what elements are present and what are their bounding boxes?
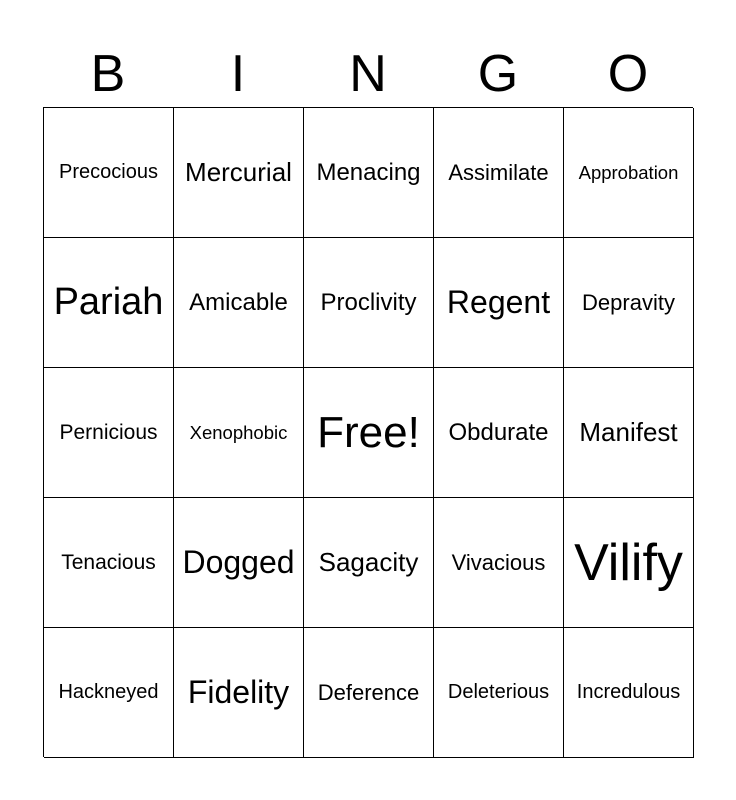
bingo-cell-r4-c4[interactable]: Incredulous bbox=[564, 628, 694, 758]
bingo-cell-r1-c1[interactable]: Amicable bbox=[174, 238, 304, 368]
bingo-header bbox=[43, 40, 693, 108]
bingo-cell-r0-c0[interactable]: Precocious bbox=[44, 108, 174, 238]
bingo-cell-r2-c0[interactable]: Pernicious bbox=[44, 368, 174, 498]
bingo-cell-r0-c4[interactable]: Approbation bbox=[564, 108, 694, 238]
bingo-cell-r0-c2[interactable]: Menacing bbox=[304, 108, 434, 238]
header-letter-o: O bbox=[607, 45, 649, 103]
bingo-cell-r1-c0[interactable]: Pariah bbox=[44, 238, 174, 368]
bingo-cell-r3-c2[interactable]: Sagacity bbox=[304, 498, 434, 628]
bingo-grid bbox=[43, 107, 693, 757]
bingo-cell-r3-c4[interactable]: Vilify bbox=[564, 498, 694, 628]
bingo-cell-free[interactable]: Free! bbox=[304, 368, 434, 498]
bingo-cell-r1-c4[interactable]: Depravity bbox=[564, 238, 694, 368]
bingo-cell-r4-c3[interactable]: Deleterious bbox=[434, 628, 564, 758]
header-letter-b: B bbox=[90, 45, 126, 103]
bingo-cell-r2-c1[interactable]: Xenophobic bbox=[174, 368, 304, 498]
bingo-cell-r4-c0[interactable]: Hackneyed bbox=[44, 628, 174, 758]
bingo-cell-r4-c2[interactable]: Deference bbox=[304, 628, 434, 758]
bingo-cell-r2-c4[interactable]: Manifest bbox=[564, 368, 694, 498]
bingo-cell-r3-c3[interactable]: Vivacious bbox=[434, 498, 564, 628]
bingo-cell-r3-c1[interactable]: Dogged bbox=[174, 498, 304, 628]
bingo-cell-r4-c1[interactable]: Fidelity bbox=[174, 628, 304, 758]
bingo-cell-r1-c2[interactable]: Proclivity bbox=[304, 238, 434, 368]
bingo-cell-r1-c3[interactable]: Regent bbox=[434, 238, 564, 368]
header-letter-n: N bbox=[349, 45, 387, 103]
bingo-cell-r0-c3[interactable]: Assimilate bbox=[434, 108, 564, 238]
bingo-cell-r3-c0[interactable]: Tenacious bbox=[44, 498, 174, 628]
header-letter-g: G bbox=[477, 45, 519, 103]
bingo-cell-r2-c3[interactable]: Obdurate bbox=[434, 368, 564, 498]
header-letter-i: I bbox=[230, 45, 246, 103]
bingo-cell-r0-c1[interactable]: Mercurial bbox=[174, 108, 304, 238]
